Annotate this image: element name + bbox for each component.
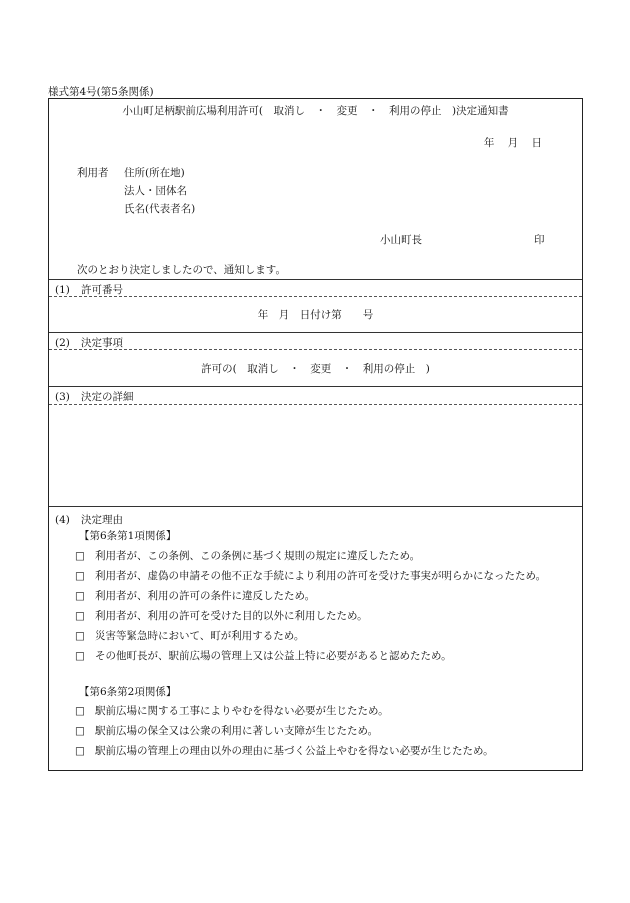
checkbox-icon[interactable]: □	[75, 725, 85, 737]
user-name-field: 氏名(代表者名)	[124, 203, 196, 215]
section-number: (2)	[55, 337, 70, 349]
section-divider	[49, 386, 582, 387]
reason-checkbox-item[interactable]	[75, 648, 452, 663]
seal-mark: 印	[534, 234, 545, 246]
reason-checkbox-item[interactable]	[75, 703, 389, 718]
mayor-signature: 小山町長	[380, 234, 422, 246]
section-dashed-divider	[49, 404, 582, 405]
checkbox-icon[interactable]: □	[75, 630, 85, 642]
section-decision-heading	[55, 335, 123, 350]
issue-date	[474, 135, 542, 150]
reason-text: 利用者が、利用の許可を受けた目的以外に利用したため。	[95, 610, 368, 622]
section-label: 許可番号	[81, 284, 123, 296]
reason-checkbox-item[interactable]	[75, 628, 304, 643]
reason-checkbox-item[interactable]	[75, 588, 315, 603]
user-label: 利用者	[77, 167, 109, 179]
section-number: (3)	[55, 391, 70, 403]
checkbox-icon[interactable]: □	[75, 610, 85, 622]
reason-checkbox-item[interactable]	[75, 723, 378, 738]
section-divider	[49, 506, 582, 507]
user-corporation-field: 法人・団体名	[124, 185, 187, 197]
section-number: (1)	[55, 284, 70, 296]
notice-statement: 次のとおり決定しましたので、通知します。	[77, 264, 286, 276]
permit-number-value: 年 月 日付け第 号	[257, 309, 374, 321]
decision-value: 許可の( 取消し ・ 変更 ・ 利用の停止 )	[201, 363, 430, 375]
checkbox-icon[interactable]: □	[75, 570, 85, 582]
reason-checkbox-item[interactable]	[75, 743, 494, 758]
section-dashed-divider	[49, 349, 582, 350]
reason-group2-heading: 【第6条第2項関係】	[79, 686, 177, 698]
checkbox-icon[interactable]: □	[75, 650, 85, 662]
section-dashed-divider	[49, 296, 582, 297]
date-month: 月	[507, 137, 519, 149]
reason-text: 利用者が、虚偽の申請その他不正な手続により利用の許可を受けた事実が明らかになったため。	[95, 570, 547, 582]
checkbox-icon[interactable]: □	[75, 745, 85, 757]
section-number: (4)	[55, 514, 70, 526]
reason-text: 駅前広場の管理上の理由以外の理由に基づく公益上やむを得ない必要が生じたため。	[95, 745, 494, 757]
section-label: 決定理由	[81, 514, 123, 526]
section-divider	[49, 332, 582, 333]
section-label: 決定事項	[81, 337, 123, 349]
section-divider	[49, 279, 582, 280]
checkbox-icon[interactable]: □	[75, 590, 85, 602]
notice-form-frame	[48, 98, 583, 771]
reason-text: 駅前広場に関する工事によりやむを得ない必要が生じたため。	[95, 705, 389, 717]
checkbox-icon[interactable]: □	[75, 705, 85, 717]
reason-checkbox-item[interactable]	[75, 548, 420, 563]
reason-text: 利用者が、利用の許可の条件に違反したため。	[95, 590, 316, 602]
section-details-heading	[55, 389, 134, 404]
date-year: 年	[483, 137, 495, 149]
reason-text: その他町長が、駅前広場の管理上又は公益上特に必要があると認めたため。	[95, 650, 452, 662]
reason-text: 利用者が、この条例、この条例に基づく規則の規定に違反したため。	[95, 550, 421, 562]
checkbox-icon[interactable]: □	[75, 550, 85, 562]
date-day: 日	[531, 137, 542, 149]
reason-text: 災害等緊急時において、町が利用するため。	[95, 630, 305, 642]
section-label: 決定の詳細	[81, 391, 134, 403]
user-address-field: 住所(所在地)	[124, 167, 185, 179]
form-title: 小山町足柄駅前広場利用許可( 取消し ・ 変更 ・ 利用の停止 )決定通知書	[122, 105, 509, 117]
reason-checkbox-item[interactable]	[75, 608, 368, 623]
reason-checkbox-item[interactable]	[75, 568, 546, 583]
reason-group1-heading: 【第6条第1項関係】	[79, 530, 177, 542]
section-permit-number-heading	[55, 282, 123, 297]
reason-text: 駅前広場の保全又は公衆の利用に著しい支障が生じたため。	[95, 725, 379, 737]
section-reason-heading	[55, 512, 123, 527]
form-number-label: 様式第4号(第5条関係)	[48, 86, 154, 98]
